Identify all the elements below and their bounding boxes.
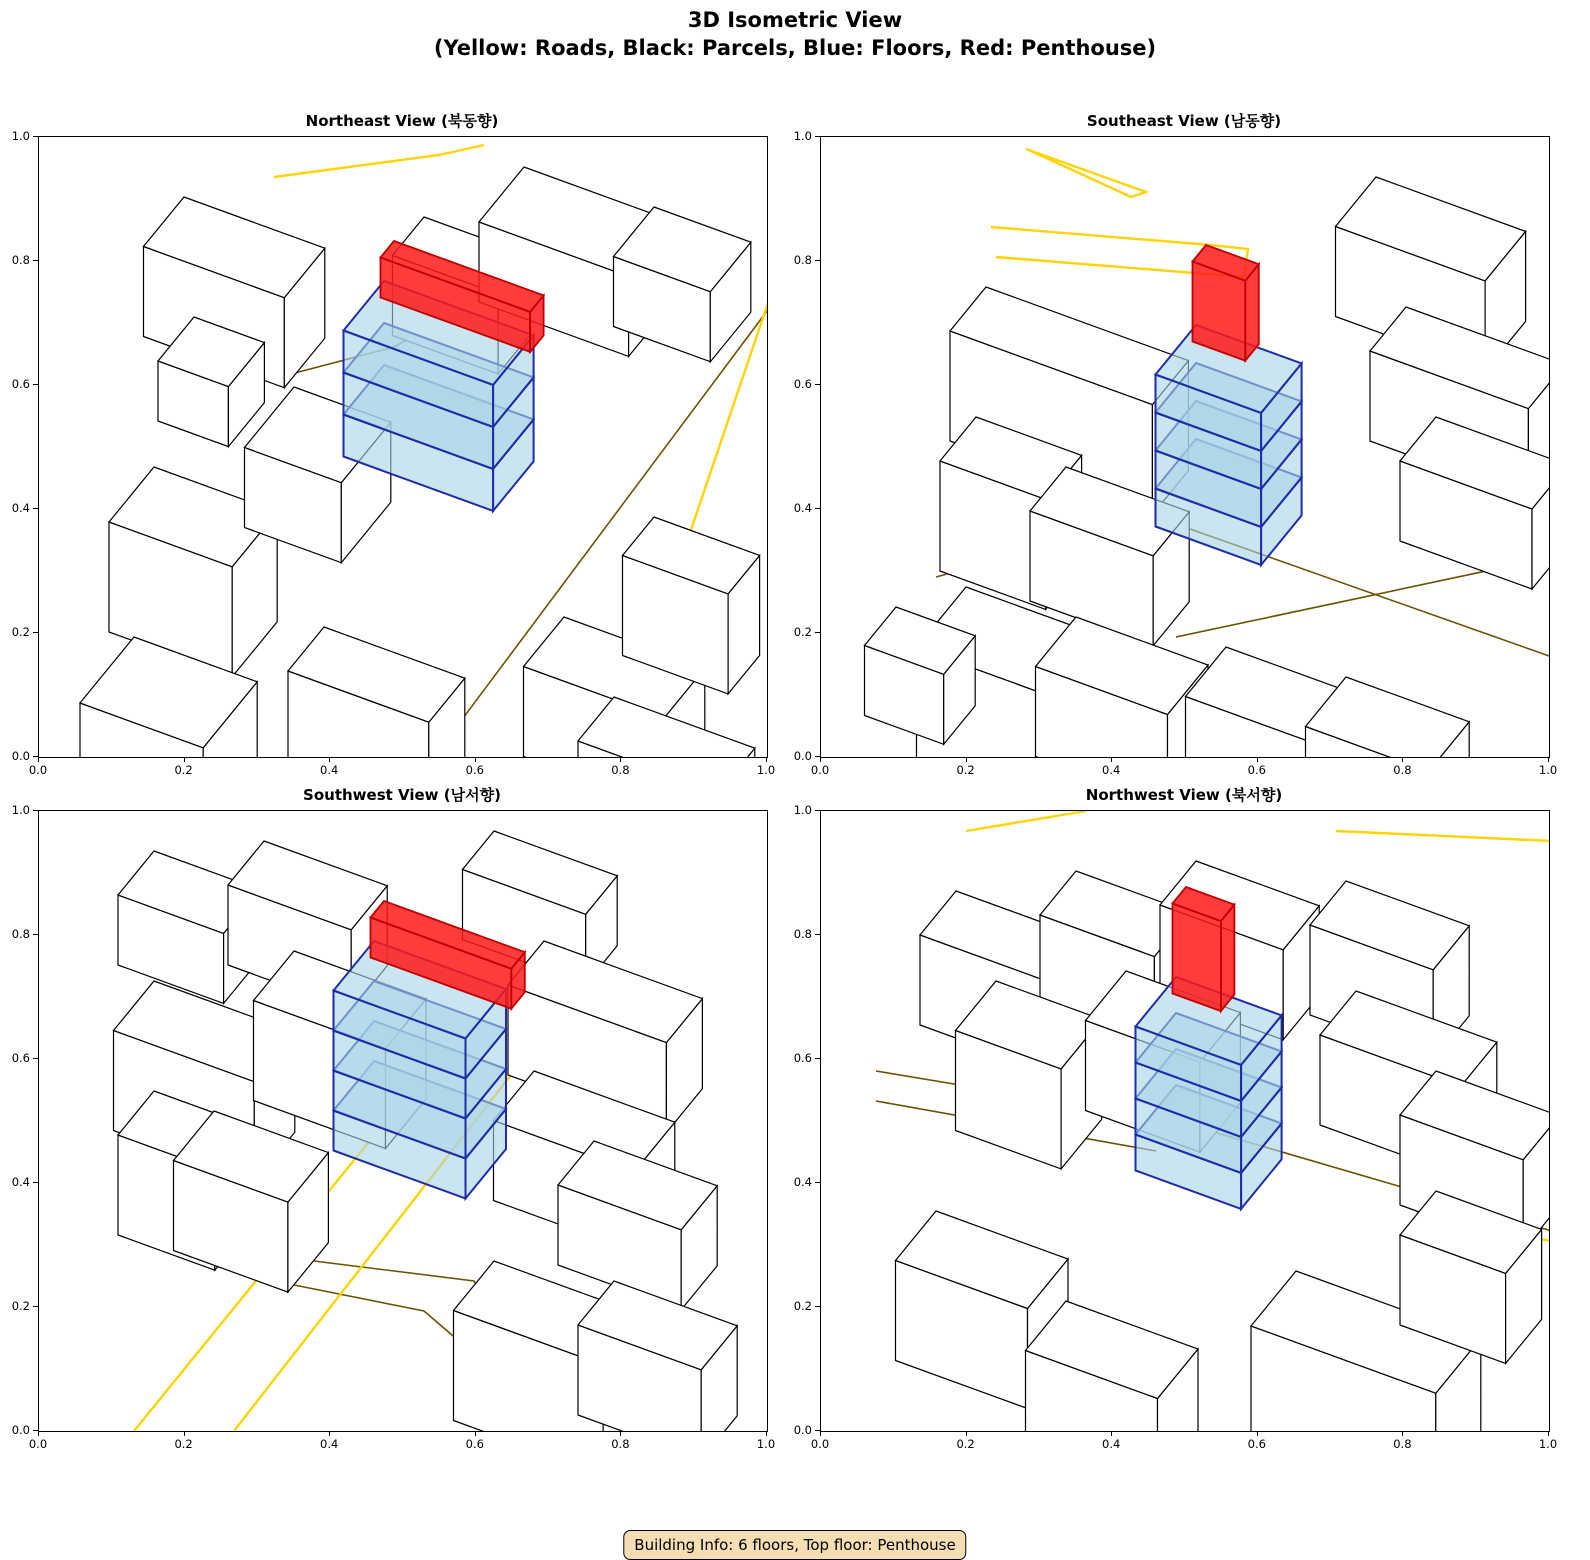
x-tick-mark	[1548, 1431, 1549, 1436]
plot-axes	[820, 136, 1550, 758]
x-tick-label: 0.6	[1247, 1437, 1266, 1451]
x-tick-label: 0.4	[1102, 1437, 1121, 1451]
x-tick-mark	[475, 1431, 476, 1436]
scene-drawing	[39, 137, 767, 757]
y-tick-label: 0.2	[11, 625, 30, 639]
scene-drawing	[821, 137, 1549, 757]
plot-axes	[820, 810, 1550, 1432]
y-tick-mark	[815, 1306, 820, 1307]
x-tick-label: 0.8	[611, 763, 630, 777]
y-tick-mark	[33, 508, 38, 509]
x-tick-label: 0.0	[810, 1437, 830, 1451]
y-tick-mark	[815, 756, 820, 757]
y-tick-label: 0.8	[11, 253, 30, 267]
y-tick-label: 1.0	[793, 803, 812, 817]
x-tick-label: 0.0	[28, 1437, 48, 1451]
y-tick-label: 1.0	[11, 803, 30, 817]
y-tick-mark	[33, 632, 38, 633]
x-tick-mark	[1548, 757, 1549, 762]
y-tick-mark	[815, 1058, 820, 1059]
x-tick-label: 0.0	[810, 763, 830, 777]
y-tick-label: 0.4	[11, 1175, 30, 1189]
plot-axes	[38, 136, 768, 758]
y-tick-mark	[815, 810, 820, 811]
y-tick-mark	[33, 934, 38, 935]
y-tick-label: 0.0	[793, 1423, 812, 1437]
y-tick-mark	[815, 384, 820, 385]
y-tick-label: 0.8	[11, 927, 30, 941]
x-tick-label: 0.6	[465, 763, 484, 777]
x-tick-label: 0.2	[174, 763, 193, 777]
panel-title: Northwest View (북서향)	[1085, 786, 1283, 804]
x-tick-mark	[620, 757, 621, 762]
y-tick-label: 0.6	[793, 1051, 812, 1065]
x-tick-mark	[1257, 1431, 1258, 1436]
x-tick-mark	[38, 757, 39, 762]
figure-title	[0, 6, 1590, 62]
x-tick-label: 1.0	[1538, 763, 1558, 777]
y-tick-mark	[815, 508, 820, 509]
y-tick-mark	[33, 756, 38, 757]
y-tick-mark	[33, 260, 38, 261]
scene-drawing	[821, 811, 1549, 1431]
x-tick-mark	[766, 1431, 767, 1436]
y-tick-label: 1.0	[793, 129, 812, 143]
y-tick-mark	[33, 810, 38, 811]
x-tick-mark	[475, 757, 476, 762]
building-info-box: Building Info: 6 floors, Top floor: Penthouse	[623, 1530, 966, 1560]
scene-group	[80, 145, 767, 757]
panel-title: Northeast View (북동향)	[305, 112, 499, 130]
y-tick-mark	[33, 136, 38, 137]
scene-group	[865, 149, 1550, 757]
x-tick-label: 1.0	[756, 763, 776, 777]
y-tick-mark	[33, 384, 38, 385]
x-tick-label: 0.0	[28, 763, 48, 777]
y-tick-mark	[815, 934, 820, 935]
penthouse-block-side	[1221, 905, 1235, 1012]
y-tick-label: 0.8	[793, 253, 812, 267]
y-tick-label: 0.8	[793, 927, 812, 941]
y-tick-label: 0.4	[793, 501, 812, 515]
y-tick-mark	[815, 136, 820, 137]
road-line	[1026, 149, 1146, 197]
y-tick-label: 0.6	[11, 377, 30, 391]
y-tick-label: 0.2	[793, 625, 812, 639]
x-tick-mark	[820, 1431, 821, 1436]
scene-group	[114, 831, 738, 1431]
x-tick-mark	[184, 757, 185, 762]
x-tick-mark	[966, 1431, 967, 1436]
y-tick-mark	[815, 1182, 820, 1183]
y-tick-mark	[815, 1430, 820, 1431]
y-tick-label: 0.6	[793, 377, 812, 391]
x-tick-label: 0.8	[1393, 763, 1412, 777]
x-tick-mark	[1111, 757, 1112, 762]
plot-axes	[38, 810, 768, 1432]
x-tick-label: 1.0	[1538, 1437, 1558, 1451]
y-tick-label: 0.4	[793, 1175, 812, 1189]
y-tick-label: 0.2	[793, 1299, 812, 1313]
road-line	[1336, 831, 1549, 841]
y-tick-mark	[33, 1430, 38, 1431]
x-tick-label: 0.6	[465, 1437, 484, 1451]
x-tick-label: 0.4	[320, 1437, 339, 1451]
y-tick-label: 0.2	[11, 1299, 30, 1313]
y-tick-mark	[815, 260, 820, 261]
x-tick-label: 0.4	[1102, 763, 1121, 777]
x-tick-mark	[820, 757, 821, 762]
x-tick-label: 0.2	[956, 1437, 975, 1451]
x-tick-mark	[329, 757, 330, 762]
scene-group	[876, 811, 1549, 1431]
x-tick-mark	[329, 1431, 330, 1436]
y-tick-mark	[815, 632, 820, 633]
x-tick-label: 0.2	[956, 763, 975, 777]
y-tick-mark	[33, 1058, 38, 1059]
figure-title-line2: (Yellow: Roads, Black: Parcels, Blue: Floors, Red: Penthouse)	[433, 36, 1157, 60]
y-tick-label: 1.0	[11, 129, 30, 143]
figure-title-line1: 3D Isometric View	[687, 8, 903, 32]
y-tick-mark	[33, 1182, 38, 1183]
x-tick-mark	[1257, 757, 1258, 762]
x-tick-label: 0.8	[1393, 1437, 1412, 1451]
x-tick-mark	[1111, 1431, 1112, 1436]
y-tick-mark	[33, 1306, 38, 1307]
y-tick-label: 0.0	[793, 749, 812, 763]
x-tick-mark	[1402, 1431, 1403, 1436]
x-tick-label: 0.4	[320, 763, 339, 777]
panel-title: Southwest View (남서향)	[303, 786, 501, 804]
y-tick-label: 0.4	[11, 501, 30, 515]
road-line	[274, 145, 484, 177]
x-tick-label: 0.6	[1247, 763, 1266, 777]
y-tick-label: 0.0	[11, 1423, 30, 1437]
x-tick-mark	[966, 757, 967, 762]
x-tick-label: 0.8	[611, 1437, 630, 1451]
x-tick-mark	[1402, 757, 1403, 762]
penthouse-block-front	[1173, 904, 1221, 1012]
x-tick-label: 1.0	[756, 1437, 776, 1451]
panel-title: Southeast View (남동향)	[1086, 112, 1282, 130]
y-tick-label: 0.0	[11, 749, 30, 763]
x-tick-label: 0.2	[174, 1437, 193, 1451]
x-tick-mark	[38, 1431, 39, 1436]
x-tick-mark	[620, 1431, 621, 1436]
x-tick-mark	[766, 757, 767, 762]
y-tick-label: 0.6	[11, 1051, 30, 1065]
scene-drawing	[39, 811, 767, 1431]
x-tick-mark	[184, 1431, 185, 1436]
road-line	[966, 811, 1086, 831]
